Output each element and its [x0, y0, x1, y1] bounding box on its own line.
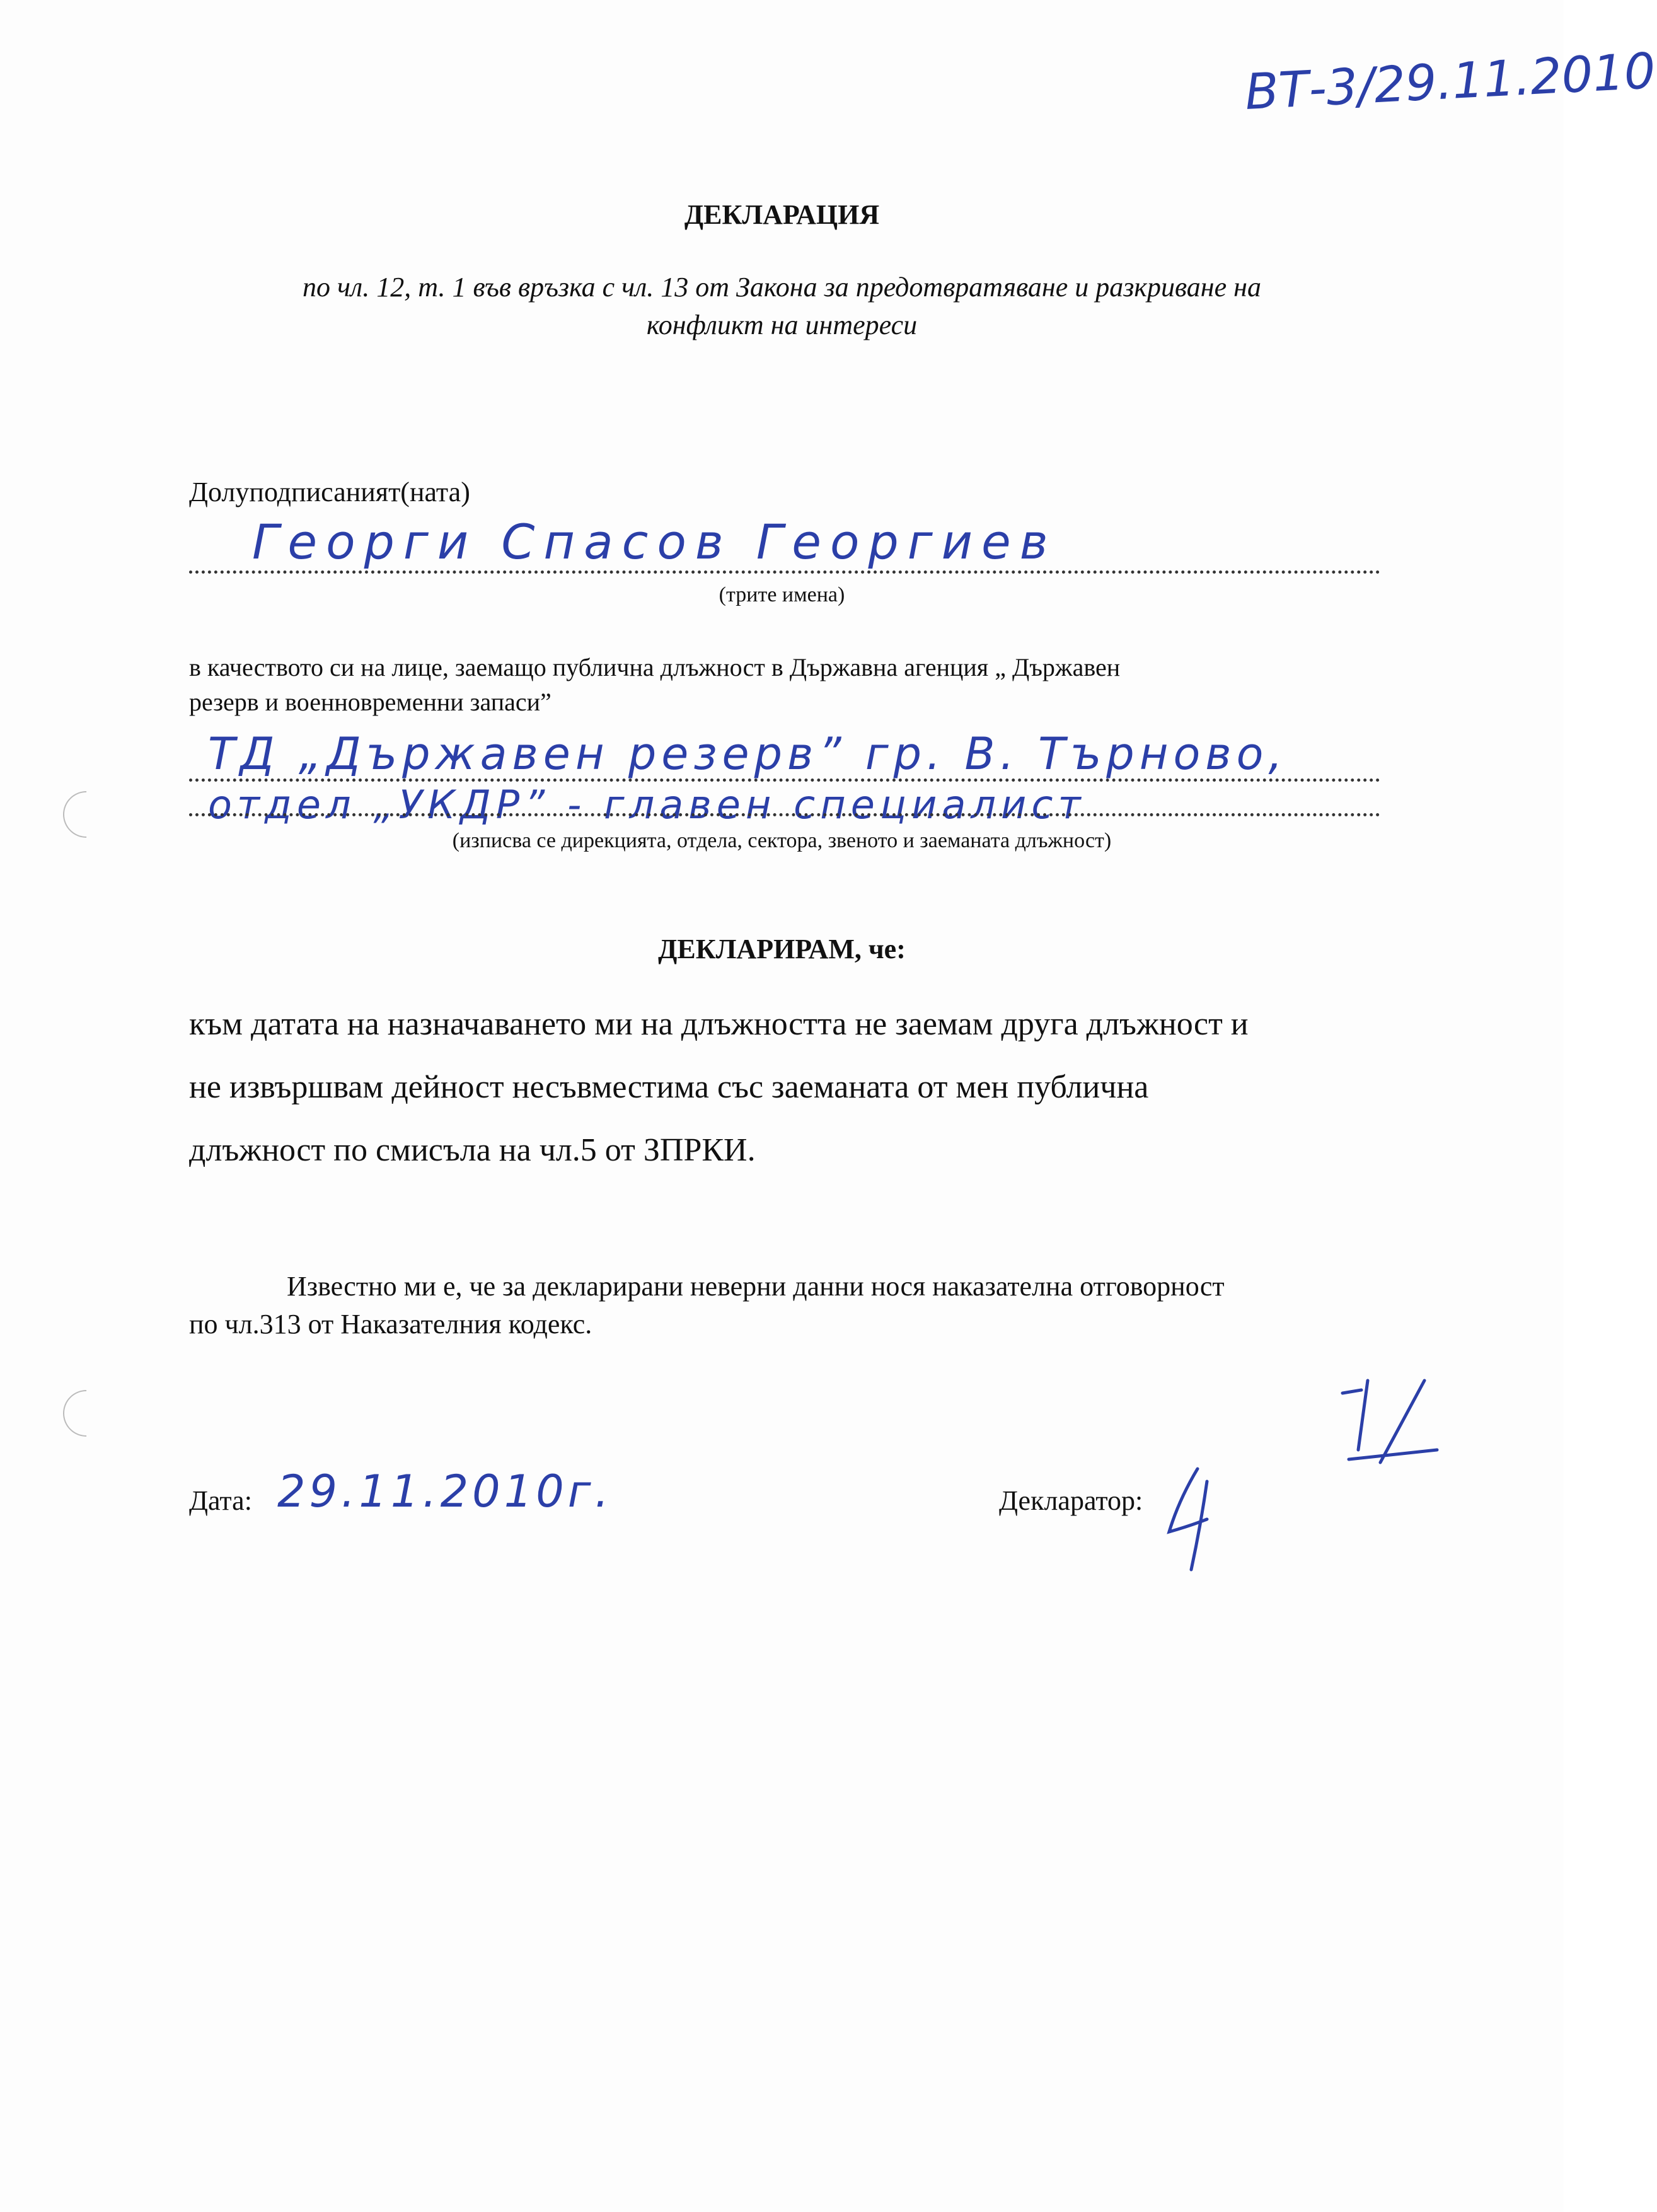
signature	[1153, 1456, 1229, 1582]
handwritten-position-line-1: ТД „Държавен резерв” гр. В. Търново,	[208, 728, 1288, 780]
undersigned-label: Долуподписаният(ната)	[189, 477, 470, 507]
initials-mark	[1330, 1368, 1443, 1475]
document-title: ДЕКЛАРАЦИЯ	[684, 199, 880, 230]
handwritten-date: 29.11.2010г.	[277, 1466, 613, 1517]
declare-heading: ДЕКЛАРИРАМ, че:	[658, 934, 906, 964]
subtitle-line-2: конфликт на интереси	[646, 310, 918, 340]
liability-line-2: по чл.313 от Наказателния кодекс.	[189, 1309, 592, 1340]
handwritten-position-line-2: отдел „УКДР” - главен специалист	[208, 782, 1086, 828]
position-dotted-line-2	[189, 813, 1380, 816]
declaration-line-3: длъжност по смисъла на чл.5 от ЗПРКИ.	[189, 1132, 756, 1168]
liability-line-1: Известно ми е, че за декларирани неверни данни нося наказателна отговорност	[287, 1271, 1225, 1302]
punch-hole-bottom	[54, 1381, 120, 1447]
handwritten-name: Георги Спасов Георгиев	[252, 514, 1057, 570]
position-caption: (изписва се дирекцията, отдела, сектора, звеното и заеманата длъжност)	[452, 829, 1112, 852]
date-label: Дата:	[189, 1485, 252, 1516]
declarator-label: Декларатор:	[999, 1485, 1143, 1516]
registry-mark: ВТ-3/29.11.2010	[1244, 43, 1657, 121]
names-caption: (трите имена)	[719, 583, 845, 606]
position-line-2: резерв и военновременни запаси”	[189, 688, 551, 716]
position-line-1: в качеството си на лице, заемащо публична длъжност в Държавна агенция „ Държавен	[189, 653, 1121, 681]
declaration-line-1: към датата на назначаването ми на длъжността не заемам друга длъжност и	[189, 1006, 1249, 1042]
subtitle-line-1: по чл. 12, т. 1 във връзка с чл. 13 от Закона за предотвратяване и разкриване на	[303, 272, 1261, 303]
name-dotted-line	[189, 570, 1380, 574]
declaration-line-2: не извършвам дейност несъвместима със заеманата от мен публична	[189, 1069, 1149, 1105]
